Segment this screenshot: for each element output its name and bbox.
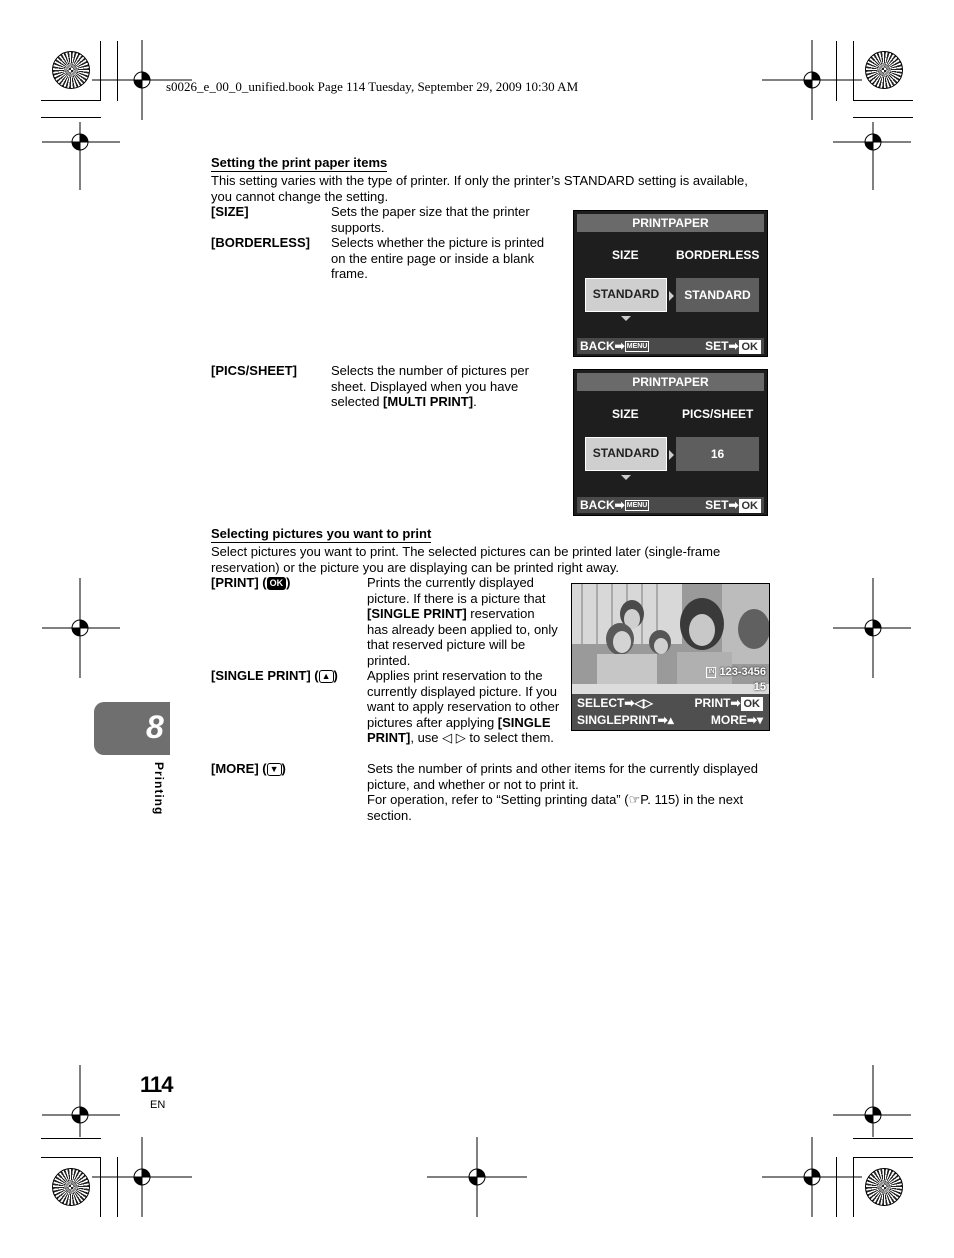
column-borderless-label: BORDERLESS <box>676 248 760 262</box>
term-borderless: [BORDERLESS] <box>211 235 310 250</box>
desc-size: Sets the paper size that the printer supports. <box>331 204 530 235</box>
column-size-label: SIZE <box>612 407 639 421</box>
arrow-right-icon <box>669 450 674 460</box>
term-size: [SIZE] <box>211 204 249 219</box>
language-code: EN <box>150 1099 166 1111</box>
term-pics-sheet: [PICS/SHEET] <box>211 363 297 378</box>
chapter-number: 8 <box>146 709 164 745</box>
set-label: SET <box>705 498 729 512</box>
camera-screen-printpaper-pics-sheet <box>573 369 768 516</box>
term-more: [MORE] ( ▼ ) <box>211 761 286 776</box>
desc-pics-sheet: Selects the number of pictures per sheet. Displayed when you have selected [MULTI PRINT]. <box>331 363 529 409</box>
term-single-print: [SINGLE PRINT] ( ▲ ) <box>211 668 338 683</box>
book-header: s0026_e_00_0_unified.book Page 114 Tuesday, September 29, 2009 10:30 AM <box>166 79 579 94</box>
section-title-selecting-pictures: Selecting pictures you want to print <box>211 526 432 541</box>
size-value: STANDARD <box>585 278 667 312</box>
menu-tag: MENU <box>626 343 648 351</box>
photo-screen-footer: SELECT➡◁▷ PRINT➡ OK SINGLEPRINT➡▴ MORE➡▾ <box>572 694 769 730</box>
column-size-label: SIZE <box>612 248 639 262</box>
chapter-tab <box>94 702 170 755</box>
column-pics-sheet-label: PICS/SHEET <box>682 407 754 421</box>
set-label: SET <box>705 339 729 353</box>
ok-tag: OK <box>739 499 762 513</box>
size-value: STANDARD <box>585 437 667 471</box>
desc-more: Sets the number of prints and other items for the currently displayed picture, and whether or not to print it. <box>367 761 758 792</box>
section-intro: This setting varies with the type of printer. If only the printer’s STANDARD setting is available, you cannot change the setting. <box>211 173 748 204</box>
page-number: 114 <box>140 1072 173 1097</box>
arrow-down-icon <box>621 475 631 480</box>
camera-photo-playback-screen <box>571 583 770 731</box>
desc-more-reference: For operation, refer to “Setting printing data” (☞P. 115) in the next section. <box>367 792 744 823</box>
up-button-icon: ▲ <box>319 670 334 683</box>
pics-sheet-value: 16 <box>676 437 759 471</box>
more-label: MORE <box>710 713 747 727</box>
ok-tag: OK <box>739 340 762 354</box>
screen-title: PRINTPAPER <box>577 373 764 391</box>
chapter-label: Printing <box>152 762 166 816</box>
screen-footer: BACK➡ MENU SET➡ OK <box>577 338 764 354</box>
arrow-down-icon <box>621 316 631 321</box>
term-print: [PRINT] ( OK ) <box>211 575 291 590</box>
menu-tag: MENU <box>626 502 648 510</box>
borderless-value: STANDARD <box>676 278 759 312</box>
file-number: IN 123-3456 <box>708 666 766 678</box>
section-title-print-paper: Setting the print paper items <box>211 155 388 170</box>
arrow-right-icon <box>669 291 674 301</box>
file-icon: IN <box>706 667 716 678</box>
back-label: BACK <box>580 498 615 512</box>
ok-button-icon: OK <box>267 577 287 590</box>
desc-single-print: Applies print reservation to the currently displayed picture. If you want to apply reservation to other pictures after applying [SINGLE PRINT], use ◁ ▷ to select them. <box>367 668 560 745</box>
frame-number: 15 <box>753 681 766 693</box>
desc-borderless: Selects whether the picture is printed on the entire page or inside a blank frame. <box>331 235 545 281</box>
down-button-icon: ▼ <box>267 763 282 776</box>
back-label: BACK <box>580 339 615 353</box>
section-intro: Select pictures you want to print. The selected pictures can be printed later (single-frame reservation) or the picture you are displaying can be printed right away. <box>211 544 721 575</box>
screen-title: PRINTPAPER <box>577 214 764 232</box>
singleprint-label: SINGLEPRINT <box>577 713 658 727</box>
ok-tag: OK <box>741 697 764 711</box>
print-label: PRINT <box>694 696 731 710</box>
screen-footer: BACK➡ MENU SET➡ OK <box>577 497 764 513</box>
desc-print: Prints the currently displayed picture. If there is a picture that [SINGLE PRINT] reservation has already been applied to, only that reserved picture will be printed. <box>367 575 558 668</box>
select-label: SELECT <box>577 696 625 710</box>
camera-screen-printpaper-borderless <box>573 210 768 357</box>
